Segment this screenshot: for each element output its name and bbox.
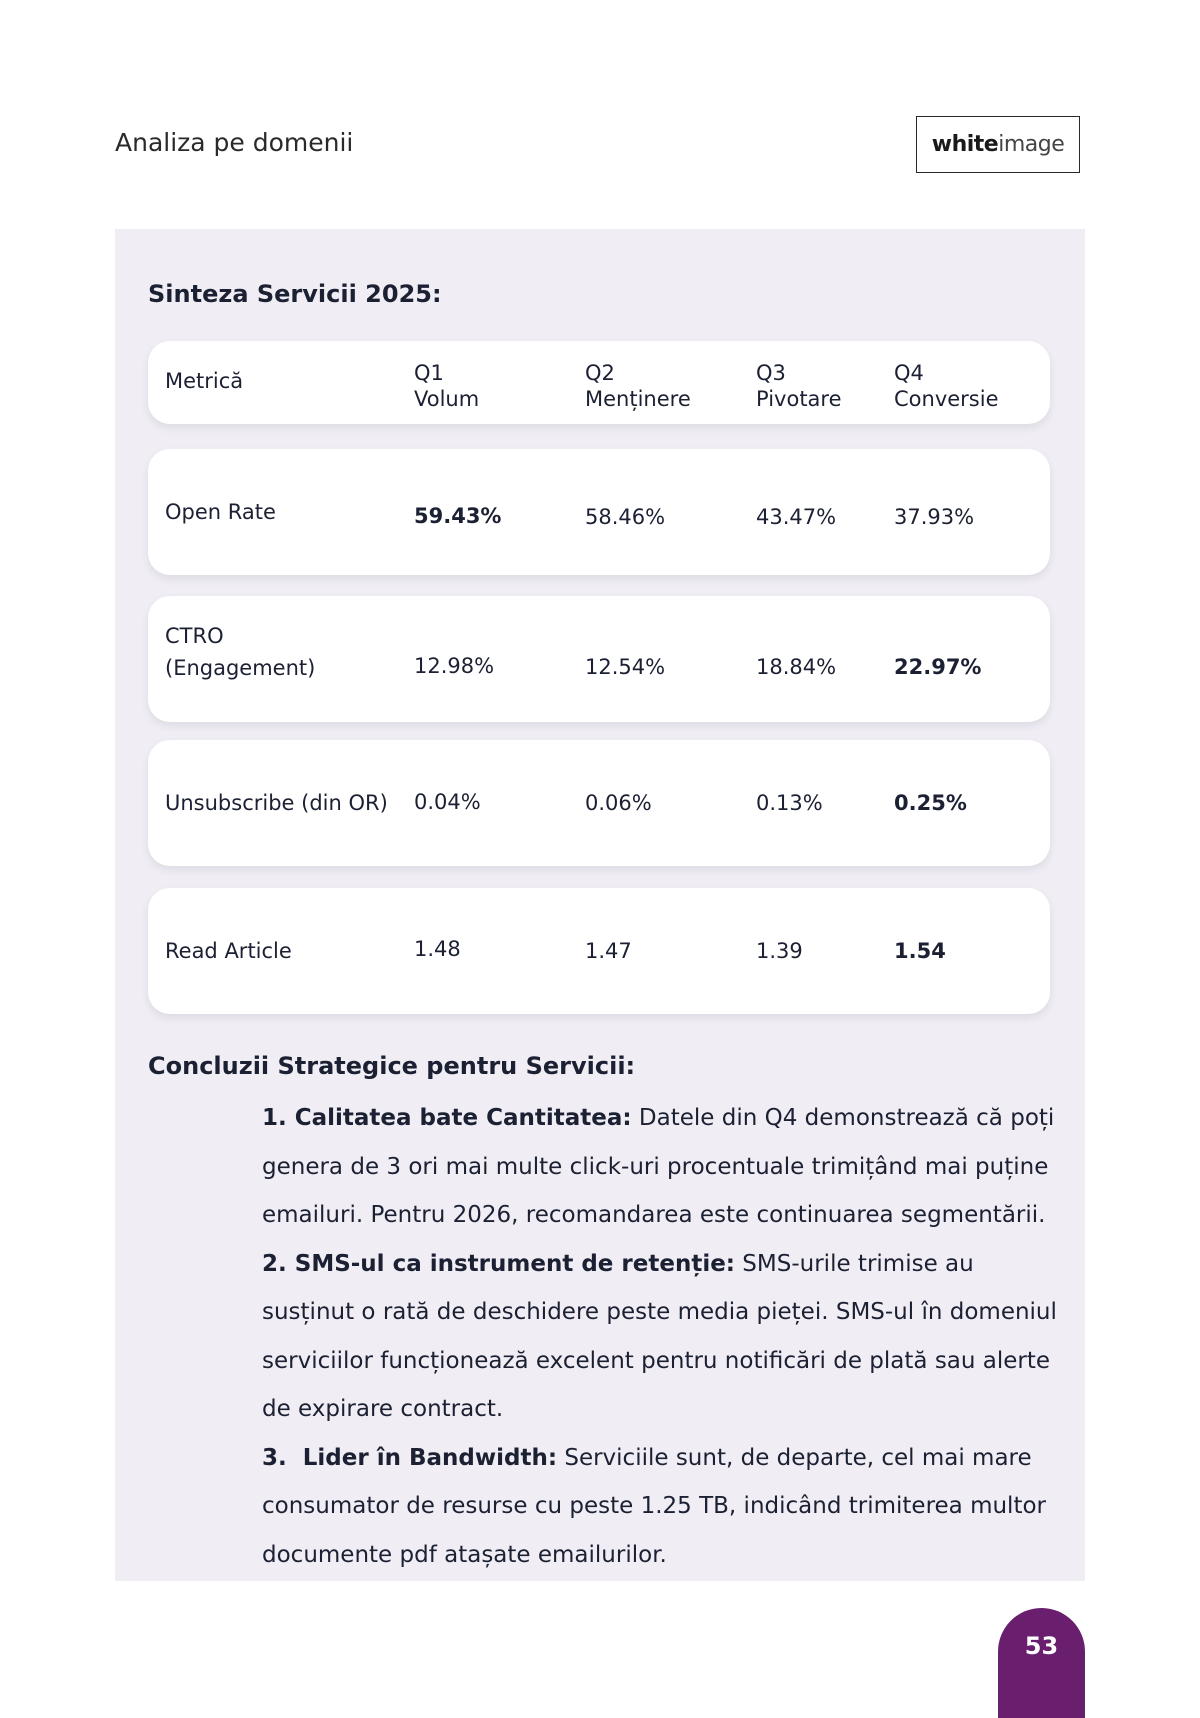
cell-read-article-q2: 1.47 — [585, 939, 632, 963]
conclusion-item-2-lead: 2. SMS-ul ca instrument de retenție: — [262, 1250, 735, 1277]
column-header-metric — [165, 368, 243, 394]
conclusion-item-1-text: Datele din Q4 demonstrează că poți genera de 3 ori mai multe click-uri procentuale trimițând mai puține emailuri. Pentru 2026, recomandarea este continuarea segmentării. — [262, 1105, 1055, 1228]
cell-read-article-q4: 1.54 — [894, 939, 946, 963]
column-header-q3-line2: Pivotare — [756, 387, 842, 411]
cell-ctro-q2: 12.54% — [585, 655, 666, 679]
page-number-badge — [998, 1608, 1085, 1718]
row-label-unsubscribe: Unsubscribe (din OR) — [165, 791, 388, 815]
conclusion-item-3-text: Serviciile sunt, de departe, cel mai mare consumator de resurse cu peste 1.25 TB, indicând trimiterea multor documente pdf atașate emailurilor. — [262, 1444, 1046, 1568]
conclusion-item-1 — [262, 1094, 1062, 1240]
conclusion-item-2 — [262, 1240, 1062, 1434]
page-number: 53 — [1024, 1632, 1059, 1660]
cell-unsubscribe-q2: 0.06% — [585, 791, 652, 815]
logo-text-light: image — [998, 132, 1065, 157]
logo-text-bold: white — [931, 132, 999, 157]
cell-ctro-q3: 18.84% — [756, 655, 837, 679]
cell-ctro-q4: 22.97% — [894, 655, 982, 679]
cell-unsubscribe-q1: 0.04% — [414, 790, 481, 814]
column-header-q1-line1: Q1 — [414, 361, 444, 385]
cell-open-rate-q3: 43.47% — [756, 505, 837, 529]
brand-logo — [916, 116, 1080, 173]
column-header-metric-label: Metrică — [165, 369, 244, 393]
conclusion-item-1-lead: 1. Calitatea bate Cantitatea: — [262, 1105, 632, 1131]
column-header-q4-line1: Q4 — [894, 361, 924, 385]
row-label-ctro — [165, 620, 315, 684]
cell-read-article-q1: 1.48 — [414, 937, 461, 961]
column-header-q2 — [585, 360, 691, 412]
cell-read-article-q3: 1.39 — [756, 939, 803, 963]
cell-unsubscribe-q4: 0.25% — [894, 791, 967, 815]
row-label-open-rate: Open Rate — [165, 500, 276, 524]
column-header-q4-line2: Conversie — [894, 387, 999, 411]
column-header-q3 — [756, 360, 842, 412]
column-header-q2-line1: Q2 — [585, 361, 615, 385]
cell-open-rate-q4: 37.93% — [894, 505, 975, 529]
column-header-q4 — [894, 360, 999, 412]
row-label-ctro-line2: (Engagement) — [165, 656, 316, 680]
conclusions-title: Concluzii Strategice pentru Servicii: — [148, 1052, 636, 1080]
column-header-q1 — [414, 360, 479, 412]
cell-unsubscribe-q3: 0.13% — [756, 791, 823, 815]
cell-open-rate-q2: 58.46% — [585, 505, 666, 529]
conclusions-list — [262, 1094, 1062, 1579]
row-label-ctro-line1: CTRO — [165, 624, 224, 648]
conclusion-item-3-lead: 3. Lider în Bandwidth: — [262, 1444, 558, 1471]
section-title: Sinteza Servicii 2025: — [148, 280, 442, 308]
row-label-read-article: Read Article — [165, 939, 292, 963]
page-header-title: Analiza pe domenii — [115, 128, 354, 157]
column-header-q3-line1: Q3 — [756, 361, 786, 385]
column-header-q1-line2: Volum — [414, 387, 480, 411]
cell-open-rate-q1: 59.43% — [414, 504, 502, 528]
cell-ctro-q1: 12.98% — [414, 654, 495, 678]
conclusion-item-2-text: SMS-urile trimise au susținut o rată de deschidere peste media pieței. SMS-ul în domeniul serviciilor funcționează excelent pentru notificări de plată sau alerte de expirare contract. — [262, 1250, 1057, 1422]
column-header-q2-line2: Menținere — [585, 387, 691, 411]
conclusion-item-3 — [262, 1434, 1062, 1580]
